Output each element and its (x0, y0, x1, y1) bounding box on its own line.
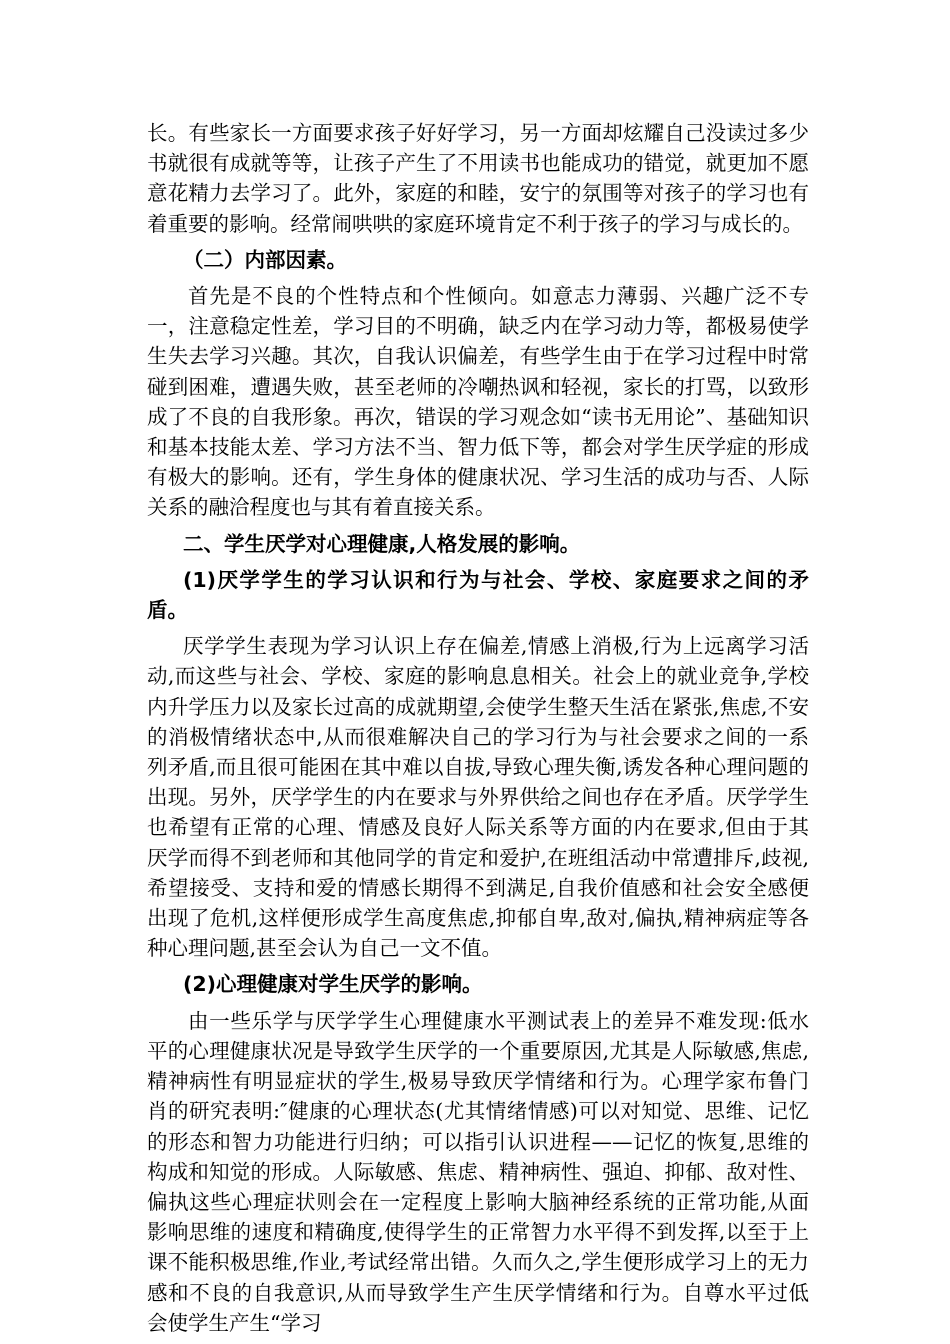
document-page (147, 118, 809, 1344)
paragraph-internal-factors: 首先是不良的个性特点和个性倾向。如意志力薄弱、兴趣广泛不专一，注意稳定性差，学习目的不明确，缺乏内在学习动力等，都极易使学生失去学习兴趣。其次，自我认识偏差，有些学生由于在学习过程中时常碰到困难，遭遇失败，甚至老师的冷嘲热讽和轻视，家长的打骂，以致形成了不良的自我形象。再次，错误的学习观念如“读书无用论”、基础知识和基本技能太差、学习方法不当、智力低下等，都会对学生厌学症的形成有极大的影响。还有，学生身体的健康状况、学习生活的成功与否、人际关系的融洽程度也与其有着直接关系。 (147, 284, 809, 520)
paragraph-mental-health: 由一些乐学与厌学学生心理健康水平测试表上的差异不难发现:低水平的心理健康状况是导致学生厌学的一个重要原因,尤其是人际敏感,焦虑,精神病性有明显症状的学生,极易导致厌学情绪和行为。心理学家布鲁门肖的研究表明:″健康的心理状态(尤其情绪情感)可以对知觉、思维、记忆的形态和智力功能进行归纳；可以指引认识进程——记忆的恢复,思维的构成和知觉的形成。人际敏感、焦虑、精神病性、强迫、抑郁、敌对性、偏执这些心理症状则会在一定程度上影响大脑神经系统的正常功能,从面影响思维的速度和精确度,使得学生的正常智力水平得不到发挥,以至于上课不能积极思维,作业,考试经常出错。久而久之,学生便形成学习上的无力感和不良的自我意识,从而导致学生产生厌学情绪和行为。自尊水平过低会使学生产生“学习 (147, 1008, 809, 1335)
heading-internal-factors: （二）内部因素。 (183, 247, 347, 272)
paragraph-family-influence: 长。有些家长一方面要求孩子好好学习，另一方面却炫耀自己没读过多少书就很有成就等等，让孩子产生了不用读书也能成功的错觉，就更加不愿意花精力去学习了。此外，家庭的和睦，安宁的氛围等对孩子的学习也有着重要的影响。经常闹哄哄的家庭环境肯定不利于孩子的学习与成长的。 (147, 121, 809, 236)
paragraph-contradictions: 厌学学生表现为学习认识上存在偏差,情感上消极,行为上远离学习活动,而这些与社会、学校、家庭的影响息息相关。社会上的就业竞争,学校内升学压力以及家长过高的成就期望,会使学生整天生活在紧张,焦虑,不安的消极情绪状态中,从而很难解决自己的学习行为与社会要求之间的一系列矛盾,而且很可能困在其中难以自拔,导致心理失衡,诱发各种心理问题的出现。另外，厌学学生的内在要求与外界供给之间也存在矛盾。厌学学生也希望有正常的心理、情感及良好人际关系等方面的内在要求,但由于其厌学而得不到老师和其他同学的肯定和爱护,在班组活动中常遭排斥,歧视,希望接受、支持和爱的情感长期得不到满足,自我价值感和社会安全感便出现了危机,这样便形成学生高度焦虑,抑郁自卑,敌对,偏执,精神病症等各种心理问题,甚至会认为自己一文不值。 (147, 634, 809, 961)
heading-subsection-2: (2)心理健康对学生厌学的影响。 (183, 972, 483, 997)
heading-section-two: 二、学生厌学对心理健康,人格发展的影响。 (183, 531, 581, 556)
heading-subsection-1: (1)厌学学生的学习认识和行为与社会、学校、家庭要求之间的矛盾。 (147, 567, 809, 623)
